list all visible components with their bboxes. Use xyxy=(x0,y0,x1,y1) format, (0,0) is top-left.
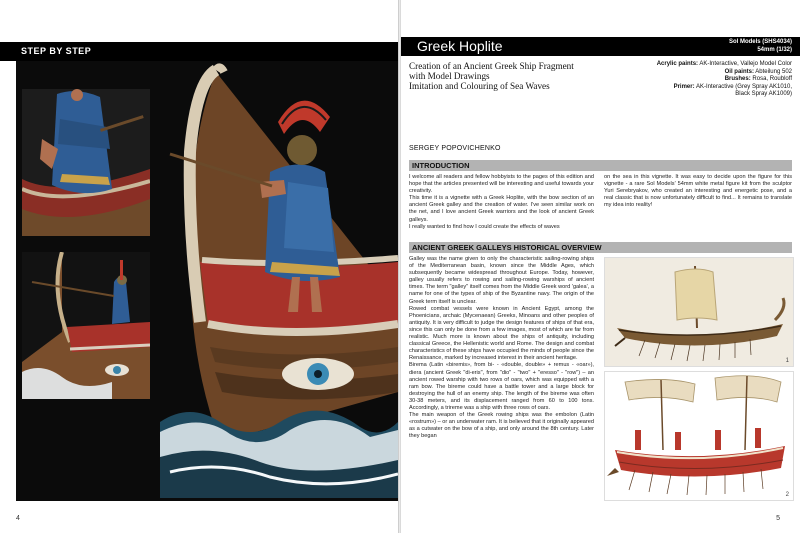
paragraph: This time it is a vignette with a Greek Hoplite, with the bow section of an ancient Greek galley and the creation of water. I've seen similar work on the net, and I love ancient Greek warriors and the look of ancient Greek galleys. xyxy=(409,195,594,223)
paragraph: Galley was the name given to only the characteristic sailing-rowing ships of the Mediterranean basin, known since the Middle Ages, which subsequently became widespread throughout Europe. Today, however, galley usually refers to rowing and sailing-rowing warships of ancient times. The term "galley" itself comes from the Middle Greek word 'galea', a name for one of the types of ship of the Byzantine navy. The origin of the Greek term itself is unclear. xyxy=(409,256,594,305)
paragraph: The main weapon of the Greek rowing ships was the embolon (Latin «rostrum») – or an underwater ram. It is believed that it originally appeared as a cutwater on the bow of a ship, and only around the 8th century. Later they began xyxy=(409,412,594,440)
image-caption-number: 1 xyxy=(785,358,789,364)
detail-photo-hoplite-cloak xyxy=(22,89,150,236)
materials-list xyxy=(612,61,792,99)
section-heading-history xyxy=(409,242,792,253)
subtitle-line: with Model Drawings xyxy=(409,71,490,82)
right-page-number: 5 xyxy=(776,515,780,522)
left-header-bar xyxy=(0,42,398,61)
subtitle-line: Imitation and Colouring of Sea Waves xyxy=(409,81,550,92)
section-heading-text: INTRODUCTION xyxy=(412,161,470,170)
article-subtitle xyxy=(409,61,624,92)
intro-column-2 xyxy=(604,174,792,209)
material-line: Brushes: Rosa, Roubloff xyxy=(724,76,792,83)
left-page-number: 4 xyxy=(16,515,20,522)
paragraph: Birema (Latin «biremis», from bi- - «double, double» + remus - «oar»), diera (ancient Greek "di-eris", from "dio" - "two" + "eresso" - "row") – an ancient rowed warship with two rows of oars, which was equipped with a ram bow. The bireme could have a battle tower and a large block for destroying the hull of an enemy ship. The length of the bireme was often 30-38 meters, and its displacement ranged from 60 to 100 tons. Accordingly, a trireme was a ship with three rows of oars. xyxy=(409,362,594,411)
article-title: Greek Hoplite xyxy=(417,38,503,54)
galley-model-image-1 xyxy=(604,257,794,367)
history-column xyxy=(409,256,594,440)
step-by-step-label: STEP BY STEP xyxy=(21,46,92,56)
intro-column-1 xyxy=(409,174,594,231)
image-caption-number: 2 xyxy=(785,492,789,498)
right-page xyxy=(401,0,800,533)
paragraph: on the sea in this vignette. It was easy to decide upon the figure for this vignette - a rare Sol Models' 54mm white metal figure kit from the sculptor Yuri Serebryakov, who created an interesting and energetic pose, and a real classic that is now unfortunately difficult to find... It remains to translate my idea into reality! xyxy=(604,174,792,209)
section-heading-introduction xyxy=(409,160,792,171)
material-line: Acrylic paints: AK-Interactive, Vallejo Model Color xyxy=(656,61,792,67)
material-line: Black Spray AK1009) xyxy=(735,91,792,98)
galley-drawing-image-2 xyxy=(604,371,794,501)
paragraph: I welcome all readers and fellow hobbyists to the pages of this edition and hope that the articles presented will be interesting and useful towards your creativity. xyxy=(409,174,594,195)
main-photo-greek-hoplite-vignette xyxy=(160,62,398,498)
author-name: SERGEY POPOVICHENKO xyxy=(409,145,501,152)
section-heading-text: ANCIENT GREEK GALLEYS HISTORICAL OVERVIEW xyxy=(412,243,602,252)
paragraph: Rowed combat vessels were known in Ancient Egypt, among the Phoenicians, archaic (Mycenaean) Greeks, Minoans and other peoples of antiquity. It is very difficult to judge the design features of ships of that era, since this can only be done from a few images, most of which are far from realistic. Much more is known about the ships of antiquity, including classical Greece, the Hellenistic world and Rome. The design and combat characteristics of these ships have occupied the minds of people since the Renaissance, marked by increased interest in their ancient heritage. xyxy=(409,305,594,362)
subtitle-line: Creation of an Ancient Greek Ship Fragment xyxy=(409,61,574,71)
material-line: Oil paints: Abteilung 502 xyxy=(724,68,792,75)
model-info-line: 54mm (1/32) xyxy=(757,46,792,53)
model-info xyxy=(729,39,792,54)
left-page xyxy=(0,0,398,533)
detail-photo-ship-bow xyxy=(22,252,150,399)
right-header-bar xyxy=(401,37,800,56)
material-line: Primer: AK-Interactive (Grey Spray AK1010, xyxy=(673,83,792,90)
paragraph: I really wanted to find how I could create the effects of waves xyxy=(409,223,560,230)
model-info-line: Sol Models (SHS4034) xyxy=(728,39,792,45)
